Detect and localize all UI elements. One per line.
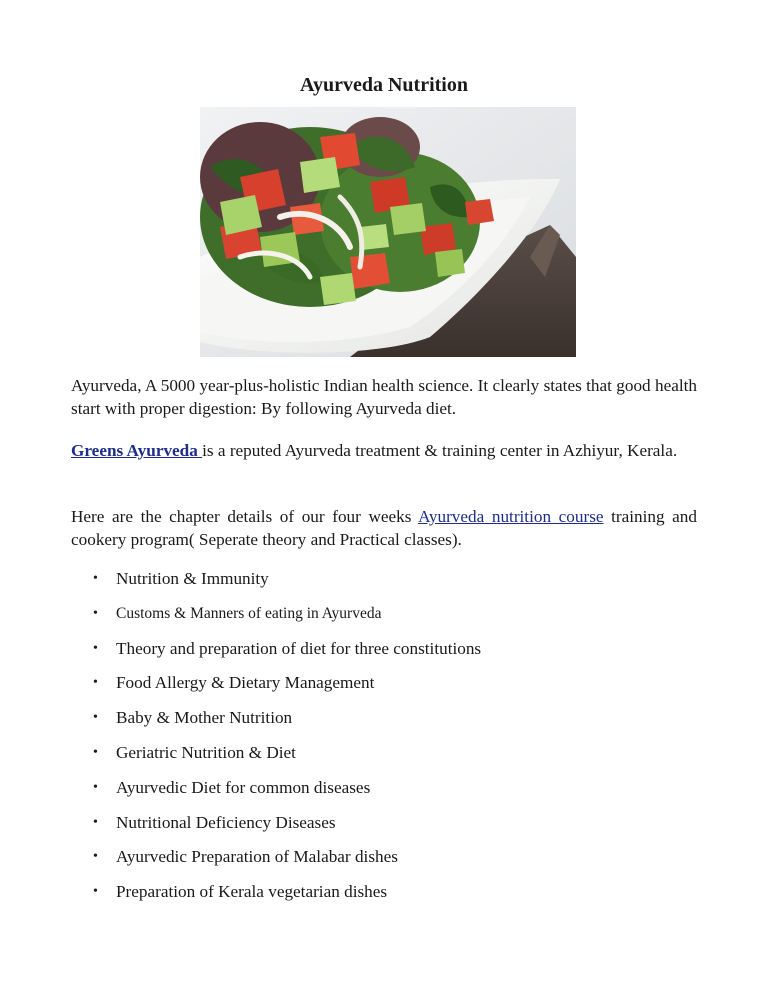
bullet-icon: • bbox=[93, 814, 98, 830]
list-item bbox=[93, 812, 693, 834]
center-paragraph-text: is a reputed Ayurveda treatment & training center in Azhiyur, Kerala. bbox=[202, 441, 678, 460]
list-item bbox=[93, 568, 693, 590]
chapter-label: Preparation of Kerala vegetarian dishes bbox=[116, 882, 388, 902]
list-item bbox=[93, 638, 693, 660]
bullet-icon: • bbox=[93, 849, 98, 865]
chapter-label: Customs & Manners of eating in Ayurveda bbox=[116, 604, 382, 622]
intro-paragraph: Ayurveda, A 5000 year-plus-holistic Indian health science. It clearly states that good health start with proper digestion: By following Ayurveda diet. bbox=[71, 376, 697, 418]
chapter-label: Nutrition & Immunity bbox=[116, 569, 269, 588]
bullet-icon: • bbox=[93, 744, 98, 760]
chapter-label: Baby & Mother Nutrition bbox=[116, 708, 293, 728]
bullet-icon: • bbox=[93, 779, 98, 795]
chapter-label: Ayurvedic Preparation of Malabar dishes bbox=[116, 847, 398, 867]
chapter-label: Geriatric Nutrition & Diet bbox=[116, 742, 296, 762]
chapter-label: Theory and preparation of diet for three constitutions bbox=[116, 638, 482, 658]
nutrition-course-link[interactable]: Ayurveda nutrition course bbox=[418, 507, 604, 526]
bullet-icon: • bbox=[93, 640, 98, 656]
bullet-icon: • bbox=[93, 675, 98, 691]
page-title: Ayurveda Nutrition bbox=[300, 74, 468, 96]
chapter-label: Food Allergy & Dietary Management bbox=[116, 673, 375, 693]
bullet-icon: • bbox=[93, 571, 98, 586]
center-paragraph bbox=[71, 439, 697, 462]
list-item bbox=[93, 881, 693, 903]
list-item bbox=[93, 707, 693, 729]
course-paragraph-before: Here are the chapter details of our four weeks bbox=[71, 507, 419, 526]
list-item bbox=[93, 603, 693, 625]
course-paragraph-after: training and cookery program( Seperate theory and Practical classes). bbox=[71, 507, 697, 549]
chapter-list bbox=[93, 568, 693, 916]
list-item bbox=[93, 846, 693, 868]
bullet-icon: • bbox=[93, 605, 98, 621]
salad-photo bbox=[200, 107, 576, 357]
greens-ayurveda-link[interactable]: Greens Ayurveda bbox=[71, 441, 203, 460]
list-item bbox=[93, 672, 693, 694]
chapter-label: Ayurvedic Diet for common diseases bbox=[116, 777, 371, 797]
bullet-icon: • bbox=[93, 884, 98, 900]
chapter-label: Nutritional Deficiency Diseases bbox=[116, 812, 336, 832]
list-item bbox=[93, 742, 693, 764]
course-paragraph bbox=[71, 505, 697, 551]
bullet-icon: • bbox=[93, 710, 98, 726]
list-item bbox=[93, 777, 693, 799]
salad-illustration bbox=[200, 107, 576, 357]
